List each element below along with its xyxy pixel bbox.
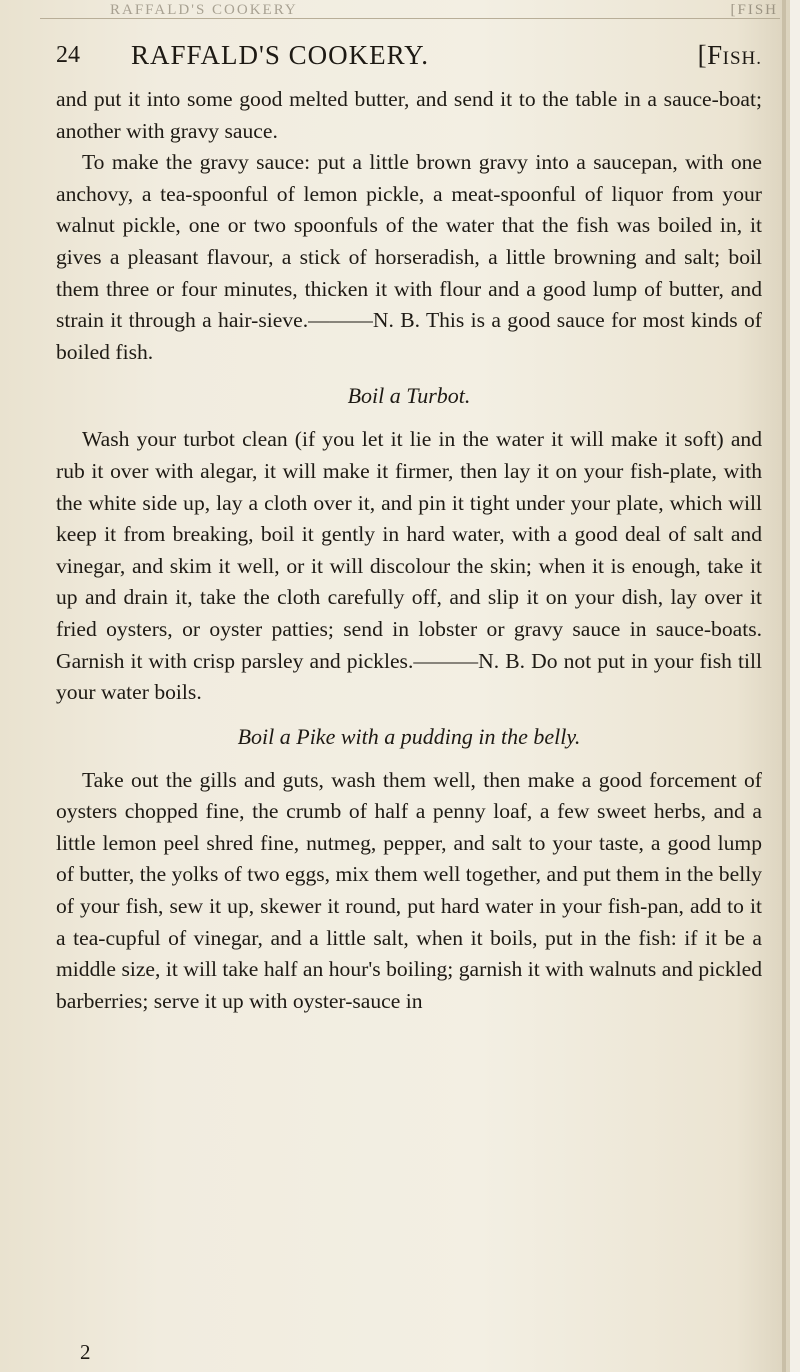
page-number: 24 <box>56 42 80 68</box>
signature-mark: 2 <box>80 1340 91 1364</box>
paragraph-continued: and put it into some good melted butter, and send it to the table in a sauce-boat; another with gravy sauce. <box>56 87 762 143</box>
section-label <box>698 40 762 71</box>
recipe-heading-pike: Boil a Pike with a pudding in the belly. <box>237 723 581 749</box>
paragraph-gravy-sauce: To make the gravy sauce: put a little brown gravy into a saucepan, with one anchovy, a tea-spoonful of lemon pickle, a meat-spoonful of liquor from your walnut pickle, one or two spoonfuls of the water that the fish was boiled in, it gives a pleasant flavour, a stick of horseradish, a little browning and salt; boil them three or four minutes, thicken it with flour and a good lump of butter, and strain it through a hair-sieve.———N. B. This is a good sauce for most kinds of boiled fish. <box>56 150 762 364</box>
section-bracket: [ <box>697 40 708 70</box>
bleed-through-left: RAFFALD'S COOKERY <box>110 2 298 18</box>
running-title: RAFFALD'S COOKERY. <box>131 40 429 70</box>
paragraph-turbot: Wash your turbot clean (if you let it lie in the water it will make it soft) and rub it over with alegar, it will make it firmer, then lay it on your fish-plate, with the white side up, lay a cloth over it, and pin it tight under your plate, which will keep it from breaking, boil it gently in hard water, with a good deal of salt and vinegar, and skim it well, or it will discolour the skin; when it is enough, take it up and drain it, take the cloth carefully off, and slip it on your dish, lay over it fried oysters, or oyster patties; send in lobster or gravy sauce in sauce-boats. Garnish it with crisp parsley and pickles.———N. B. Do not put in your fish till your water boils. <box>56 427 762 705</box>
page-top-edge <box>40 18 780 19</box>
recipe-heading-turbot: Boil a Turbot. <box>347 383 471 409</box>
page-header <box>56 36 762 76</box>
page-right-margin <box>790 0 800 1372</box>
paragraph-pike: Take out the gills and guts, wash them well, then make a good forcement of oysters chopped fine, the crumb of half a penny loaf, a few sweet herbs, and a little lemon peel shred fine, nutmeg, pepper, and salt to your taste, a good lump of butter, the yolks of two eggs, mix them well together, and put them in the belly of your fish, sew it up, skewer it round, put hard water in your fish-pan, add to it a tea-cupful of vinegar, and a little salt, when it boils, put in the fish: if it be a middle size, it will take half an hour's boiling; garnish it with walnuts and pickled barberries; serve it up with oyster-sauce in <box>56 767 762 1013</box>
page-body <box>56 84 762 1017</box>
section-rest: ISH. <box>722 48 762 69</box>
page-right-edge <box>782 0 786 1372</box>
bleed-through-right: [FISH <box>730 2 778 18</box>
section-first-letter: F <box>707 40 723 70</box>
